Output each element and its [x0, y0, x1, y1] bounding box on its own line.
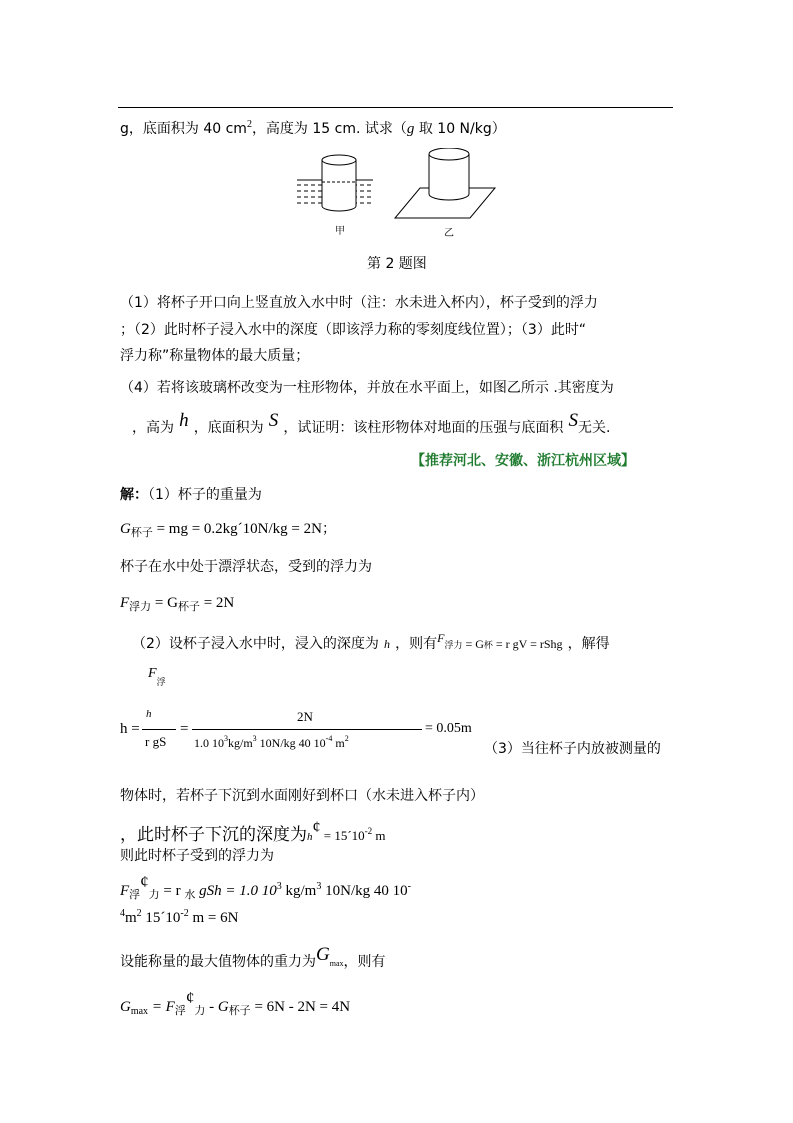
part-3-continue: 物体时，若杯子下沉到水面刚好到杯口（水未进入杯子内） [120, 788, 484, 804]
cup-on-plane [395, 148, 495, 218]
question-1-line-2: ；（2）此时杯子浸入水中的深度（即该浮力称的零刻度线位置）；（3）此时“ [120, 322, 587, 338]
figure-label-left: 甲 [335, 226, 345, 237]
fraction-bar-1 [142, 729, 176, 730]
buoyancy-then: 则此时杯子受到的浮力为 [120, 848, 274, 864]
buoyancy-symbol: $F_浮$ [148, 666, 166, 688]
equation-buoyancy: $F_{浮力} = G_{杯子} = 2N$ [120, 595, 235, 613]
sink-depth-statement: ，此时杯子下沉的深度为h¢ = $15´10^{-2}$ m [120, 819, 386, 845]
question-4-line-2: ，高为 h ，底面积为 S ，试证明：该柱形物体对地面的压强与底面积 S无关. [132, 410, 611, 436]
equation-max-weight: $G_{max}$ = $F_浮¢_力 - G_{杯子} = 6N - 2N = 4N$ [120, 988, 351, 1017]
fraction-bar-2 [192, 729, 422, 730]
figure-label-right: 乙 [444, 228, 454, 239]
max-weight-statement: 设能称量的最大值物体的重力为Gmax，则有 [120, 944, 386, 970]
figure-caption: 第 2 题图 [367, 256, 427, 272]
question-1-line-3: 浮力称”称量物体的最大质量； [120, 348, 310, 364]
floating-statement: 杯子在水中处于漂浮状态，受到的浮力为 [120, 559, 372, 575]
question-4-line-1: （4）若将该玻璃杯改变为一柱形物体，并放在水平面上，如图乙所示 .其密度为 [120, 380, 614, 396]
given-line: g，底面积为 40 $cm^2$，高度为 15 cm. 试求（g 取 10 N/kg） [120, 119, 506, 137]
recommend-regions: 【推荐河北、安徽、浙江杭州区域】 [411, 453, 635, 469]
solution-heading: 解：（1）杯子的重量为 [120, 487, 262, 503]
depth-statement: （2）设杯子浸入水中时，浸入的深度为 h ，则有$^F$浮力 = G杯 = r gV = rShg ，解得 [132, 631, 610, 652]
equation-cup-weight: $G_{杯子}$ = mg = 0.2kg´10N/kg = 2N； [120, 521, 336, 539]
question-1-line-1: （1）将杯子开口向上竖直放入水中时（注：水未进入杯内），杯子受到的浮力 [120, 295, 598, 311]
part-3-start: （3）当往杯子内放被测量的 [484, 741, 661, 757]
fraction-denominator: 1.0 $10^3kg/m^3$ 10N/kg 40 $10^{-4}$ $m^2$ [194, 734, 349, 750]
equation-max-buoyancy: $F_浮¢_力 = r$ $_水$ gSh = 1.0 $10^3$ $kg/m^3$ 10N/kg 40 10- [120, 872, 411, 901]
figure-cups [295, 148, 500, 240]
equation-max-buoyancy-line-2: $^4m^2$ $15´10^{-2}$ m = 6N [120, 908, 239, 926]
header-rule [118, 107, 673, 108]
cup-in-water [297, 155, 373, 211]
